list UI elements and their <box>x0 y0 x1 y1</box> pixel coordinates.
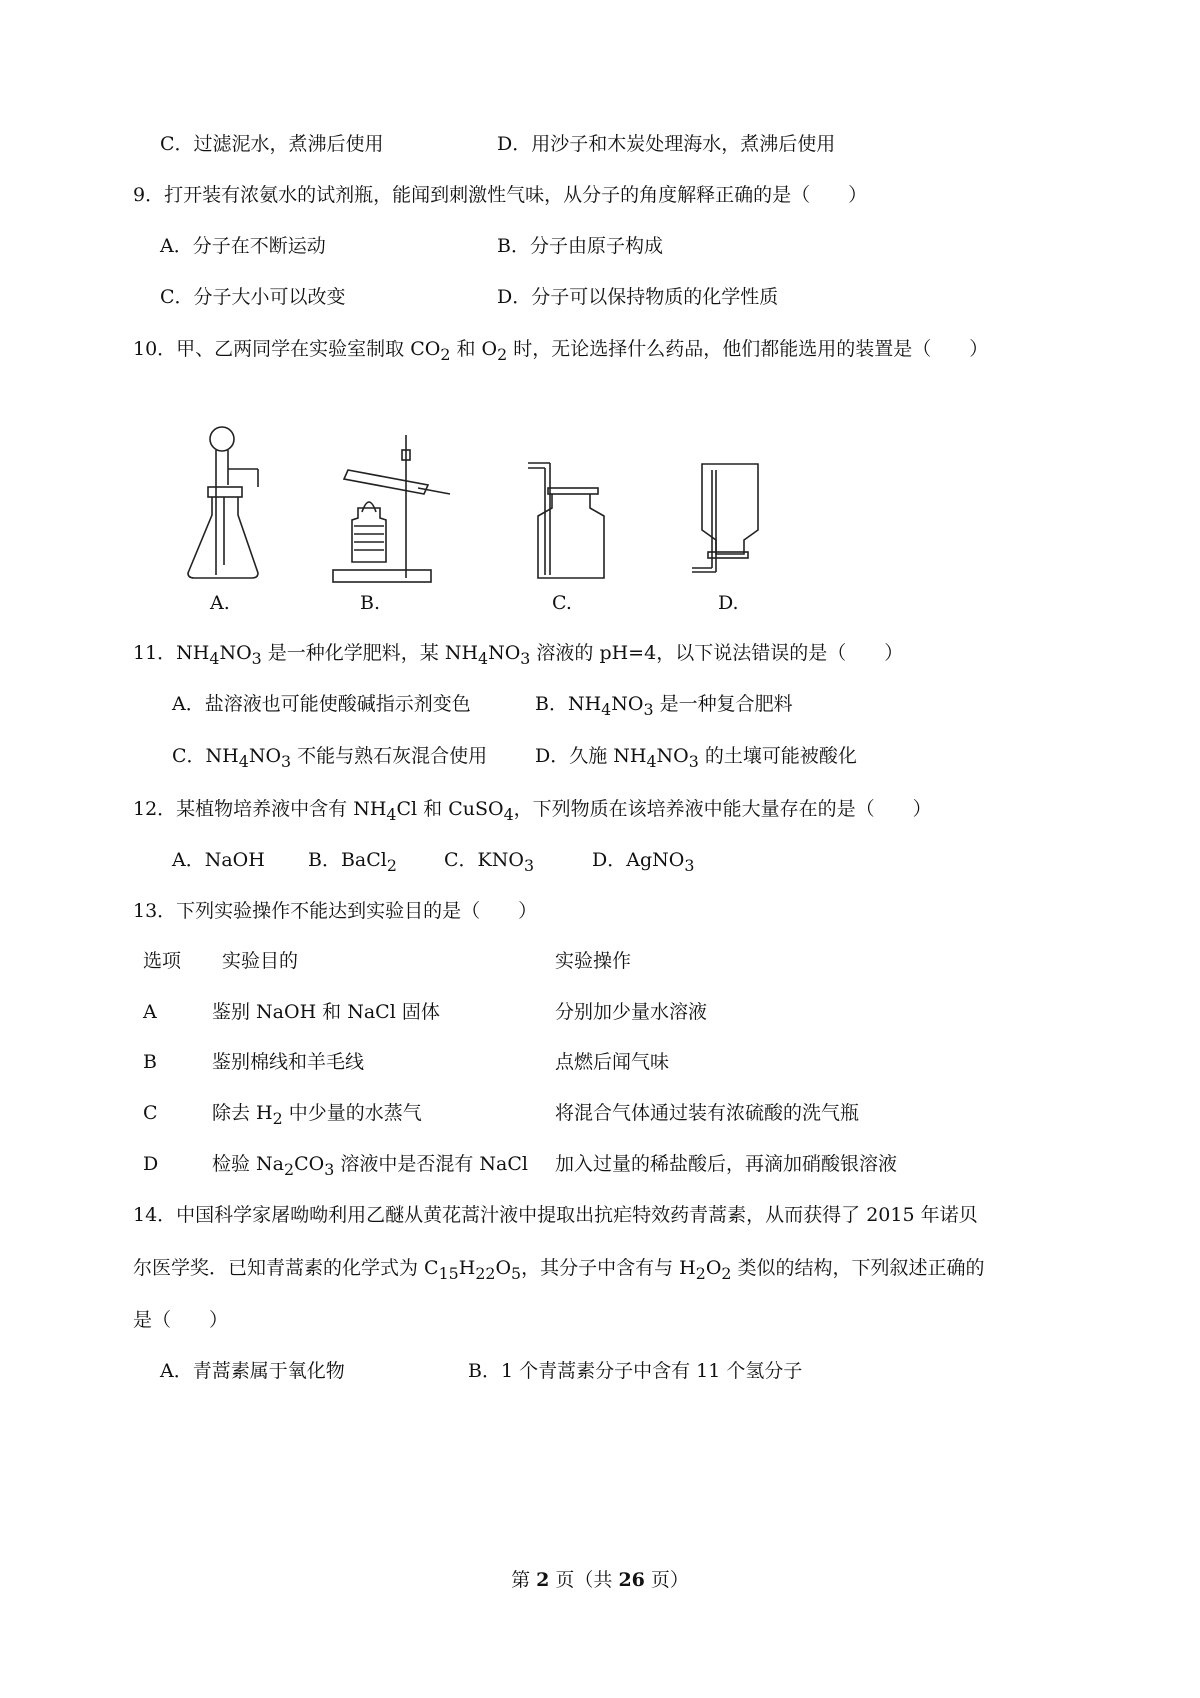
q12-option-d: D．AgNO$_3$ <box>592 849 695 875</box>
q13-row-c-goal: 除去 $H_2$ 中少量的水蒸气 <box>212 1102 422 1128</box>
q13-row-d-operation: 加入过量的稀盐酸后，再滴加硝酸银溶液 <box>555 1153 898 1175</box>
q13-row-a-option: A <box>143 1001 157 1023</box>
q14-option-b: B．1 个青蒿素分子中含有 11 个氢分子 <box>468 1360 803 1382</box>
apparatus-d-gas-bottle-inverted <box>688 460 768 585</box>
q14-option-a: A．青蒿素属于氧化物 <box>160 1360 345 1382</box>
page-footer: 第 2 页（共 26 页） <box>511 1569 689 1591</box>
q13-row-c-option: C <box>143 1102 158 1124</box>
q13-row-b-operation: 点燃后闻气味 <box>555 1051 670 1073</box>
q13-row-b-goal: 鉴别棉线和羊毛线 <box>212 1051 365 1073</box>
q13-stem: 13．下列实验操作不能达到实验目的是（ ） <box>133 900 538 922</box>
q9-stem: 9．打开装有浓氨水的试剂瓶，能闻到刺激性气味，从分子的角度解释正确的是（ ） <box>133 184 868 206</box>
q11-option-c: C．$NH_4NO_3$ 不能与熟石灰混合使用 <box>172 745 488 771</box>
q11-option-d: D．久施 $NH_4NO_3$ 的土壤可能被酸化 <box>535 745 857 771</box>
q11-option-a: A．盐溶液也可能使酸碱指示剂变色 <box>172 693 471 715</box>
q10-caption-b: B. <box>360 592 381 614</box>
q10-caption-a: A. <box>210 592 230 614</box>
q9-option-a: A．分子在不断运动 <box>160 235 326 257</box>
q9-option-b: B．分子由原子构成 <box>497 235 663 257</box>
q14-stem-line3: 是（ ） <box>133 1309 229 1331</box>
q10-caption-d: D. <box>718 592 739 614</box>
q13-row-b-option: B <box>143 1051 157 1073</box>
q13-header-goal: 实验目的 <box>222 950 299 972</box>
q12-option-a: A．NaOH <box>172 849 265 871</box>
q13-row-d-goal: 检验 $Na_2CO_3$ 溶液中是否混有 NaCl <box>212 1153 528 1179</box>
apparatus-b-heated-test-tube <box>318 430 458 590</box>
apparatus-c-gas-bottle-upward <box>520 460 610 585</box>
q9-option-c: C．分子大小可以改变 <box>160 286 346 308</box>
q13-header-operation: 实验操作 <box>555 950 632 972</box>
q10-stem: 10．甲、乙两同学在实验室制取 $CO_2$ 和 $O_2$ 时，无论选择什么药品，他们都能选用的装置是（ ） <box>133 338 989 364</box>
q12-option-b: B．BaCl$_2$ <box>308 849 397 875</box>
q8-option-c: C．过滤泥水，煮沸后使用 <box>160 133 384 155</box>
q13-header-option: 选项 <box>143 950 182 972</box>
q12-stem: 12．某植物培养液中含有 $NH_4Cl$ 和 CuSO$_4$，下列物质在该培养液中能大量存在的是（ ） <box>133 798 932 824</box>
q12-option-c: C．$KNO_3$ <box>444 849 535 875</box>
q13-row-a-goal: 鉴别 NaOH 和 NaCl 固体 <box>212 1001 440 1023</box>
apparatus-a-conical-flask-with-funnel <box>180 425 270 585</box>
q14-stem-line2: 尔医学奖．已知青蒿素的化学式为 $C_{15}H_{22}O_5$，其分子中含有与 $H_2O_2$ 类似的结构，下列叙述正确的 <box>133 1257 985 1283</box>
q13-row-c-operation: 将混合气体通过装有浓硫酸的洗气瓶 <box>555 1102 860 1124</box>
q13-row-d-option: D <box>143 1153 159 1175</box>
q13-row-a-operation: 分别加少量水溶液 <box>555 1001 708 1023</box>
q11-option-b: B．$NH_4NO_3$ 是一种复合肥料 <box>535 693 793 719</box>
q11-stem: 11．$NH_4NO_3$ 是一种化学肥料，某 $NH_4NO_3$ 溶液的 pH=4，以下说法错误的是（ ） <box>133 642 904 668</box>
q10-caption-c: C. <box>552 592 572 614</box>
q8-option-d: D．用沙子和木炭处理海水，煮沸后使用 <box>497 133 836 155</box>
q9-option-d: D．分子可以保持物质的化学性质 <box>497 286 779 308</box>
q14-stem-line1: 14．中国科学家屠呦呦利用乙醚从黄花蒿汁液中提取出抗疟特效药青蒿素，从而获得了 2015 年诺贝 <box>133 1204 978 1226</box>
